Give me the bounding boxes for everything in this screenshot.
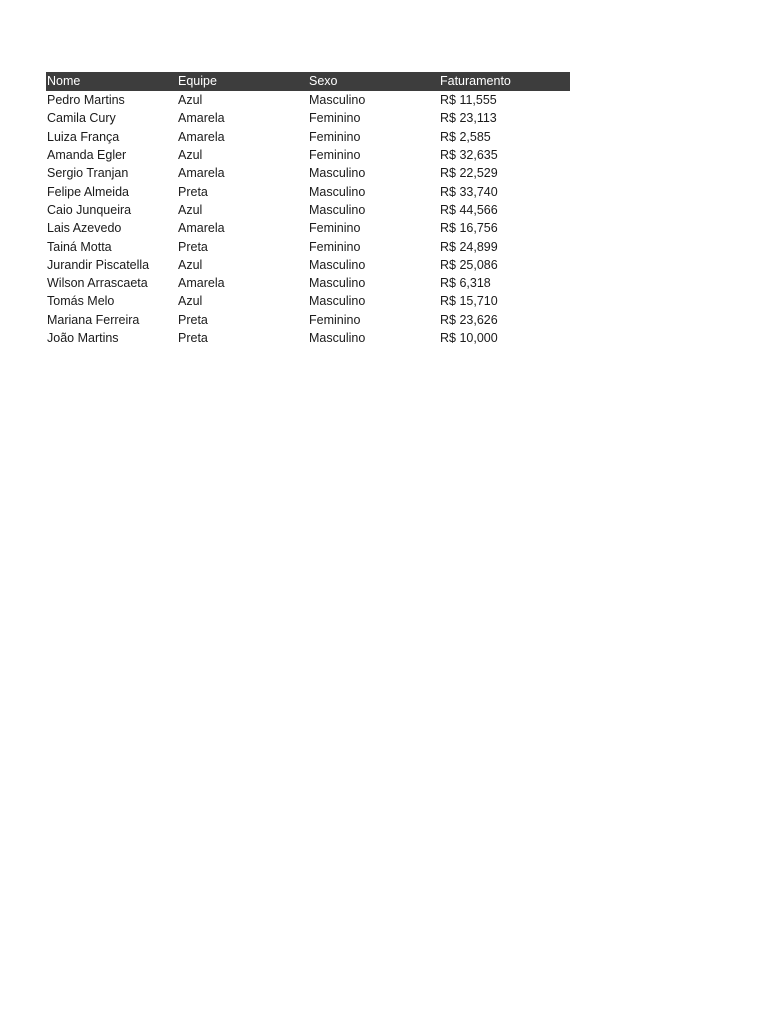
cell-nome: Sergio Tranjan [47,166,129,181]
table-row [46,128,570,146]
cell-sexo: Masculino [309,166,366,181]
cell-equipe: Amarela [178,166,225,181]
cell-sexo: Feminino [309,312,361,327]
table-row [46,311,570,329]
cell-sexo: Masculino [309,294,366,309]
cell-nome: Caio Junqueira [47,202,132,217]
cell-equipe: Azul [178,148,203,163]
table-body [46,91,570,347]
sales-table [46,72,570,347]
cell-faturamento: R$ 10,000 [440,331,498,345]
cell-nome: Mariana Ferreira [47,312,140,327]
cell-nome: Lais Azevedo [47,221,122,236]
cell-nome: Camila Cury [47,111,116,126]
cell-nome: João Martins [47,331,119,345]
cell-faturamento: R$ 22,529 [440,166,498,181]
cell-equipe: Amarela [178,221,225,236]
cell-sexo: Feminino [309,239,361,254]
table-row [46,274,570,292]
cell-sexo: Masculino [309,93,366,108]
cell-faturamento: R$ 32,635 [440,148,498,163]
spreadsheet-page [46,72,570,347]
cell-faturamento: R$ 33,740 [440,184,498,199]
cell-equipe: Preta [178,184,208,199]
cell-sexo: Feminino [309,111,361,126]
cell-faturamento: R$ 23,113 [440,111,497,126]
table-row [46,146,570,164]
cell-nome: Felipe Almeida [47,184,129,199]
table-row [46,164,570,182]
table-row [46,256,570,274]
cell-equipe: Preta [178,312,208,327]
cell-equipe: Preta [178,239,208,254]
cell-equipe: Amarela [178,129,225,144]
cell-nome: Tainá Motta [47,239,112,254]
table-row [46,182,570,200]
cell-equipe: Azul [178,294,203,309]
cell-sexo: Masculino [309,184,366,199]
cell-faturamento: R$ 15,710 [440,294,498,309]
table-row [46,292,570,310]
column-header-sexo: Sexo [308,72,439,91]
cell-faturamento: R$ 24,899 [440,239,498,254]
cell-nome: Tomás Melo [47,294,115,309]
header-row [46,72,570,91]
table-header [46,72,570,91]
cell-equipe: Preta [178,331,208,345]
cell-faturamento: R$ 16,756 [440,221,498,236]
cell-equipe: Azul [178,93,203,108]
cell-nome: Amanda Egler [47,148,127,163]
cell-faturamento: R$ 2,585 [440,129,491,144]
cell-faturamento: R$ 11,555 [440,93,497,108]
column-header-nome: Nome [46,72,177,91]
table-row [46,329,570,347]
cell-nome: Wilson Arrascaeta [47,276,148,291]
table-row [46,109,570,127]
cell-equipe: Azul [178,257,203,272]
table-row [46,91,570,109]
cell-nome: Jurandir Piscatella [47,257,150,272]
cell-faturamento: R$ 6,318 [440,276,491,291]
cell-sexo: Masculino [309,276,366,291]
cell-equipe: Azul [178,202,203,217]
cell-faturamento: R$ 44,566 [440,202,498,217]
table-row [46,237,570,255]
cell-faturamento: R$ 23,626 [440,312,498,327]
cell-faturamento: R$ 25,086 [440,257,498,272]
cell-sexo: Masculino [309,331,366,345]
cell-equipe: Amarela [178,111,225,126]
cell-sexo: Feminino [309,129,361,144]
cell-nome: Luiza França [47,129,120,144]
cell-sexo: Feminino [309,148,361,163]
table-row [46,219,570,237]
cell-nome: Pedro Martins [47,93,125,108]
column-header-equipe: Equipe [177,72,308,91]
table-row [46,201,570,219]
column-header-faturamento: Faturamento [439,72,570,91]
cell-equipe: Amarela [178,276,225,291]
cell-sexo: Masculino [309,202,366,217]
cell-sexo: Masculino [309,257,366,272]
cell-sexo: Feminino [309,221,361,236]
